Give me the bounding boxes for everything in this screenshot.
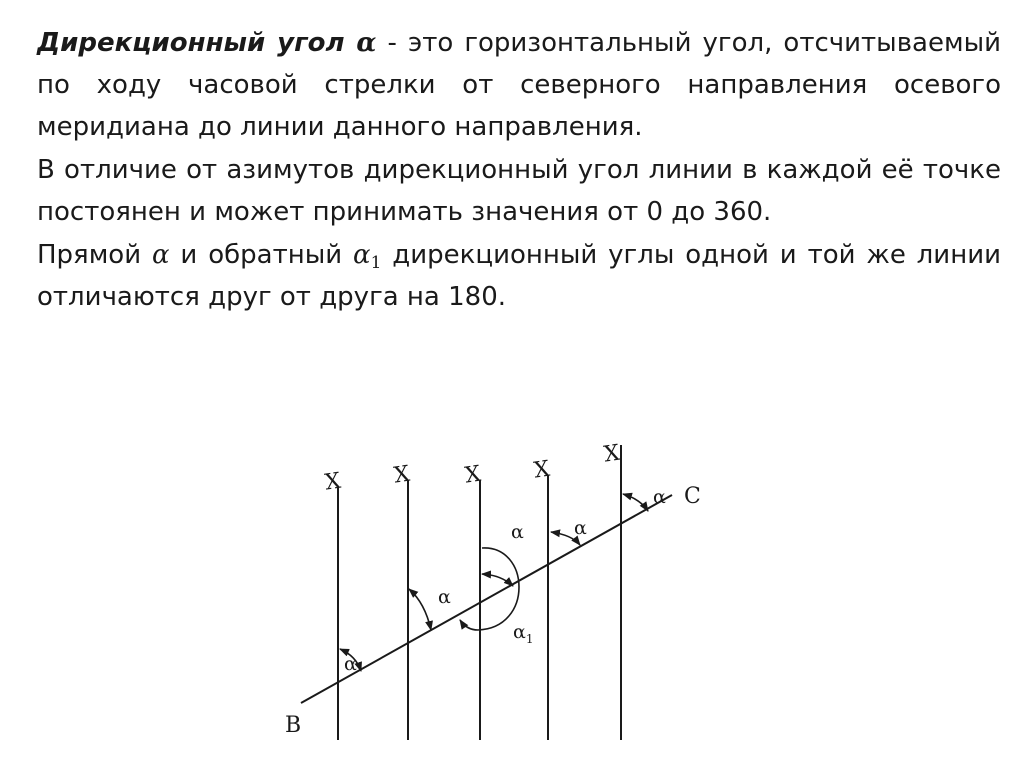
reverse-text-after: дирекционный углы одной и той же линии отличаются друг от друга на 180. xyxy=(37,240,1001,312)
angle-label-2: α xyxy=(438,586,451,608)
meridian-label-5: X xyxy=(602,440,622,468)
angle-label-3: α xyxy=(511,521,524,543)
angle-label-4: α xyxy=(574,517,587,539)
definition-text: - это горизонтальный угол, отсчитываемый по ходу часовой стрелки от северного направления осевого меридиана до линии данного направления. xyxy=(37,28,1001,142)
reverse-angle-label xyxy=(513,621,533,646)
reverse-text-before: Прямой xyxy=(37,240,152,270)
reverse-angle-label-sub: 1 xyxy=(525,632,534,646)
forward-alpha: α xyxy=(152,240,170,270)
reverse-text-middle: и обратный xyxy=(169,240,354,270)
reverse-alpha-sub: 1 xyxy=(370,253,382,273)
meridian-label-3: X xyxy=(463,461,483,489)
reverse-angle-label-base: α xyxy=(513,621,526,643)
angle-arc-3 xyxy=(482,574,513,586)
term-alpha: α xyxy=(356,28,377,58)
angle-label-1: α xyxy=(344,653,357,675)
reverse-alpha-base: α xyxy=(353,240,371,270)
angle-arc-5 xyxy=(623,494,648,511)
angle-arc-2 xyxy=(409,589,431,630)
meridian-label-2: X xyxy=(392,461,412,489)
reverse-angle-arc xyxy=(460,548,519,630)
meridian-label-1: X xyxy=(323,468,343,496)
azimuth-text: В отличие от азимутов дирекционный угол линии в каждой её точке постоянен и может принимать значения от 0 до 360. xyxy=(37,155,1001,227)
meridian-label-4: X xyxy=(532,456,552,484)
point-b-label: B xyxy=(285,713,302,738)
point-c-label: C xyxy=(684,484,701,509)
term-text: Дирекционный угол xyxy=(37,28,345,58)
angle-label-5: α xyxy=(653,486,666,508)
